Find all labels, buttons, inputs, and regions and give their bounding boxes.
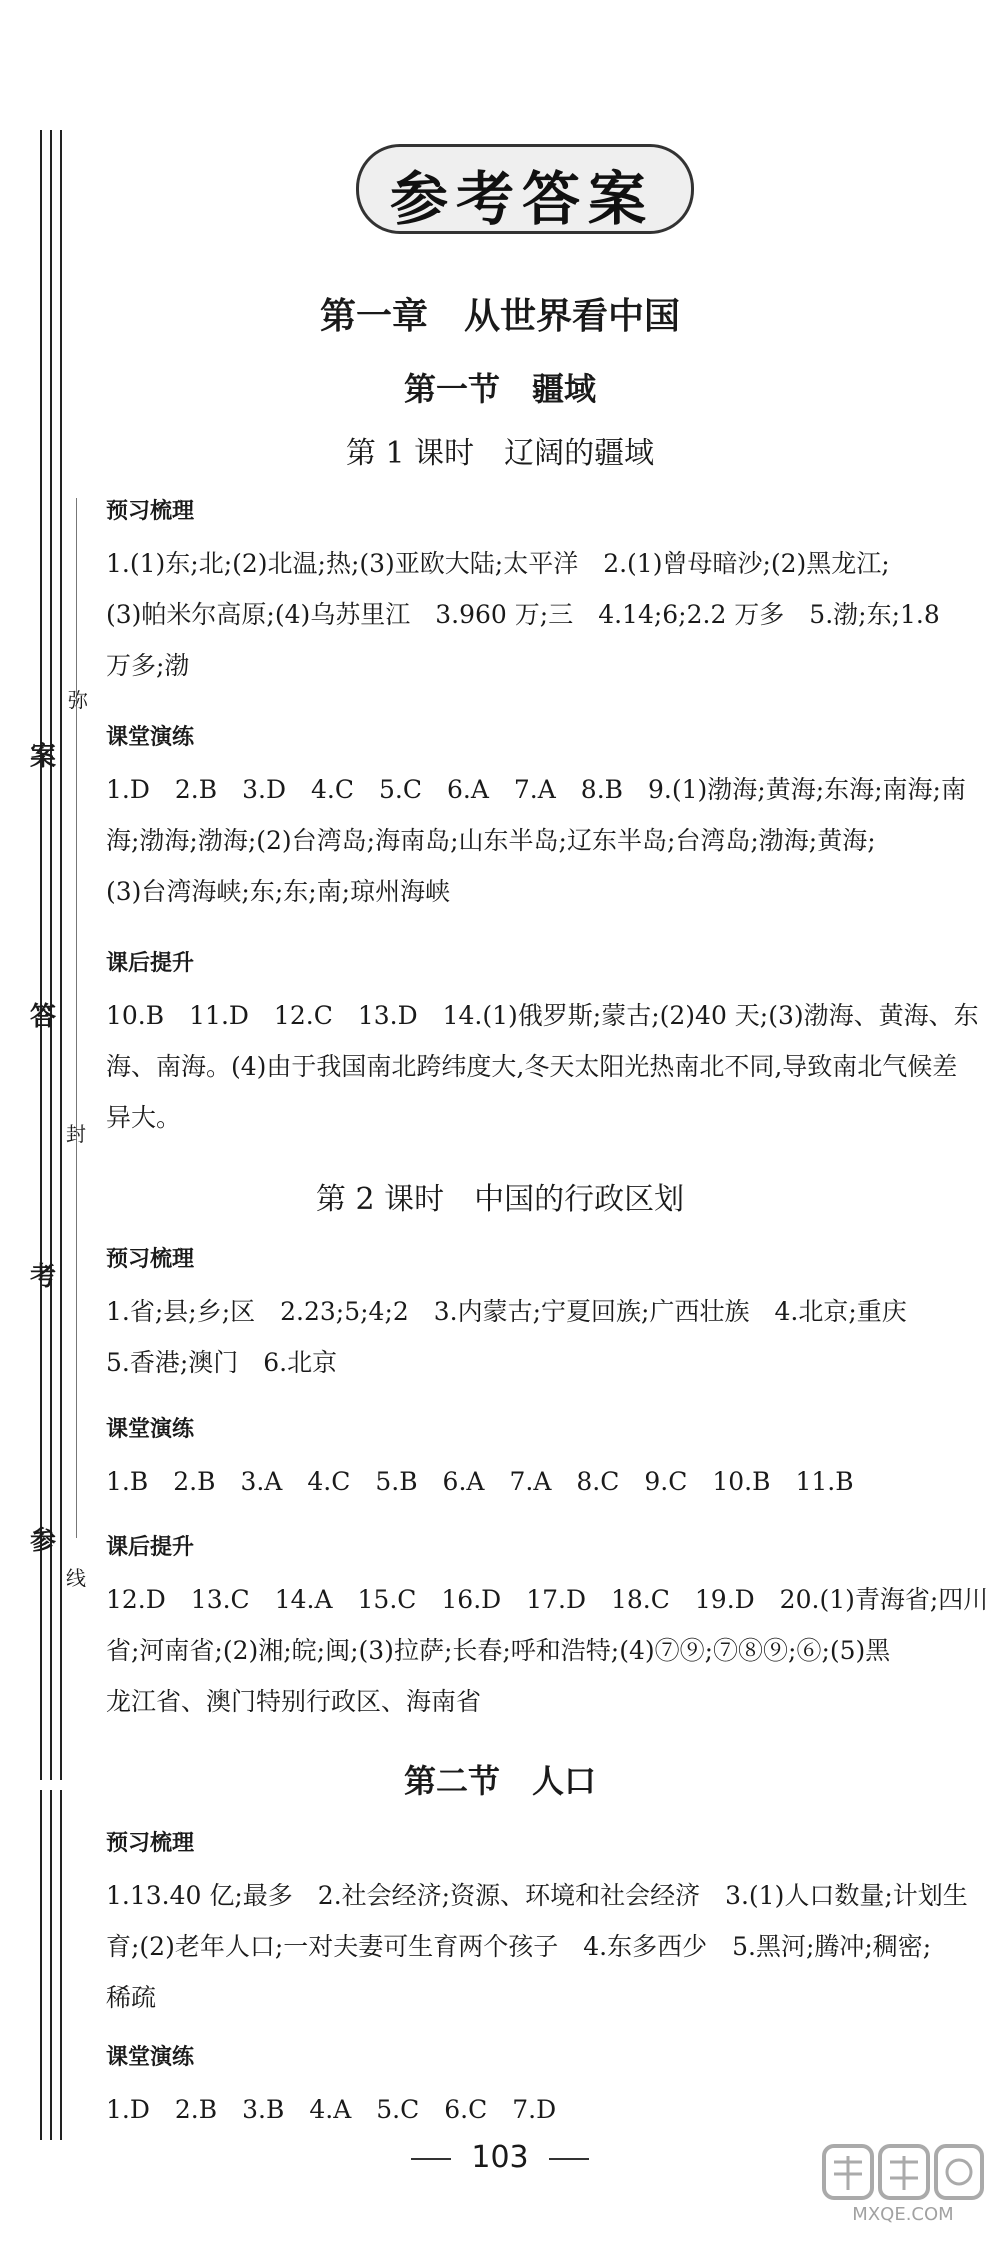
answer-area-divider	[76, 498, 77, 1538]
subheading-preview: 预习梳理	[106, 1247, 195, 1272]
answer-line: 10.B 11.D 12.C 13.D 14.(1)俄罗斯;蒙古;(2)40 天;(3)渤海、黄海、东	[106, 1001, 979, 1030]
lesson-title-1: 第 1 课时 辽阔的疆域	[345, 436, 655, 471]
binding-line-4	[40, 1790, 42, 2140]
subheading-preview: 预习梳理	[106, 1831, 195, 1856]
margin-char-mi: 弥	[68, 688, 88, 712]
page-number-dash-left	[411, 2158, 451, 2160]
answer-line: 1.13.40 亿;最多 2.社会经济;资源、环境和社会经济 3.(1)人口数量;计划生	[106, 1881, 968, 1910]
margin-char-kao: 考	[30, 1262, 57, 1292]
answers-block	[106, 764, 966, 917]
answer-line: 1.B 2.B 3.A 4.C 5.B 6.A 7.A 8.C 9.C 10.B 11.B	[106, 1467, 854, 1496]
margin-char-xian: 线	[66, 1566, 86, 1590]
answer-line: 1.(1)东;北;(2)北温;热;(3)亚欧大陆;太平洋 2.(1)曾母暗沙;(2)黑龙江;	[106, 549, 890, 578]
answer-line: 稀疏	[106, 1983, 157, 2012]
answers-block	[106, 1870, 968, 2023]
binding-line-5	[50, 1790, 52, 2140]
answer-line: 育;(2)老年人口;一对夫妻可生育两个孩子 4.东多西少 5.黑河;腾冲;稠密;	[106, 1932, 932, 1961]
answers-block	[106, 1456, 958, 1507]
section-title-territory: 第一节 疆域	[403, 370, 596, 408]
answer-line: 12.D 13.C 14.A 15.C 16.D 17.D 18.C 19.D 20.(1)青海省;四川	[106, 1585, 989, 1614]
answer-line: 海;渤海;渤海;(2)台湾岛;海南岛;山东半岛;辽东半岛;台湾岛;渤海;黄海;	[106, 826, 876, 855]
answers-block	[106, 1574, 989, 1727]
answer-line: 1.D 2.B 3.B 4.A 5.C 6.C 7.D	[106, 2095, 557, 2124]
answers-block	[106, 1286, 958, 1388]
answer-line: 1.省;县;乡;区 2.23;5;4;2 3.内蒙古;宁夏回族;广西壮族 4.北京;重庆	[106, 1297, 907, 1326]
answer-line: 海、南海。(4)由于我国南北跨纬度大,冬天太阳光热南北不同,导致南北气候差	[106, 1052, 958, 1081]
answer-line: 龙江省、澳门特别行政区、海南省	[106, 1687, 482, 1716]
answer-line: 异大。	[106, 1103, 182, 1132]
binding-line-6	[60, 1790, 62, 2140]
margin-char-da: 答	[30, 1002, 57, 1032]
subheading-after-class: 课后提升	[106, 1535, 195, 1560]
margin-char-can: 参	[30, 1526, 57, 1556]
answer-line: 1.D 2.B 3.D 4.C 5.C 6.A 7.A 8.B 9.(1)渤海;黄海;东海;南海;南	[106, 775, 966, 804]
subheading-classwork: 课堂演练	[106, 2045, 195, 2070]
answer-line: (3)帕米尔高原;(4)乌苏里江 3.960 万;三 4.14;6;2.2 万多 5.渤;东;1.8	[106, 600, 940, 629]
banner-title: 参考答案	[389, 165, 654, 233]
watermark-logo	[818, 2138, 988, 2242]
answer-line: 省;河南省;(2)湘;皖;闽;(3)拉萨;长春;呼和浩特;(4)⑦⑨;⑦⑧⑨;⑥;(5)黑	[106, 1636, 891, 1665]
answer-line: 万多;渤	[106, 651, 190, 680]
margin-char-an: 案	[30, 742, 57, 772]
chapter-title: 第一章 从世界看中国	[319, 296, 680, 337]
lesson-title-2: 第 2 课时 中国的行政区划	[315, 1182, 685, 1217]
page-number-dash-right	[549, 2158, 589, 2160]
subheading-classwork: 课堂演练	[106, 725, 195, 750]
section-title-population: 第二节 人口	[403, 1762, 596, 1800]
answers-block	[106, 990, 979, 1143]
subheading-classwork: 课堂演练	[106, 1417, 195, 1442]
margin-char-feng: 封	[66, 1122, 86, 1146]
page-number-value: 103	[471, 2140, 529, 2175]
answer-key-banner	[356, 138, 688, 234]
answer-line: 5.香港;澳门 6.北京	[106, 1348, 338, 1377]
subheading-after-class: 课后提升	[106, 951, 195, 976]
watermark-text: MXQE.COM	[852, 2204, 954, 2225]
answers-block	[106, 538, 958, 691]
watermark-glyph-icon	[818, 2138, 988, 2208]
subheading-preview: 预习梳理	[106, 499, 195, 524]
answers-block	[106, 2084, 958, 2135]
answer-line: (3)台湾海峡;东;东;南;琼州海峡	[106, 877, 451, 906]
